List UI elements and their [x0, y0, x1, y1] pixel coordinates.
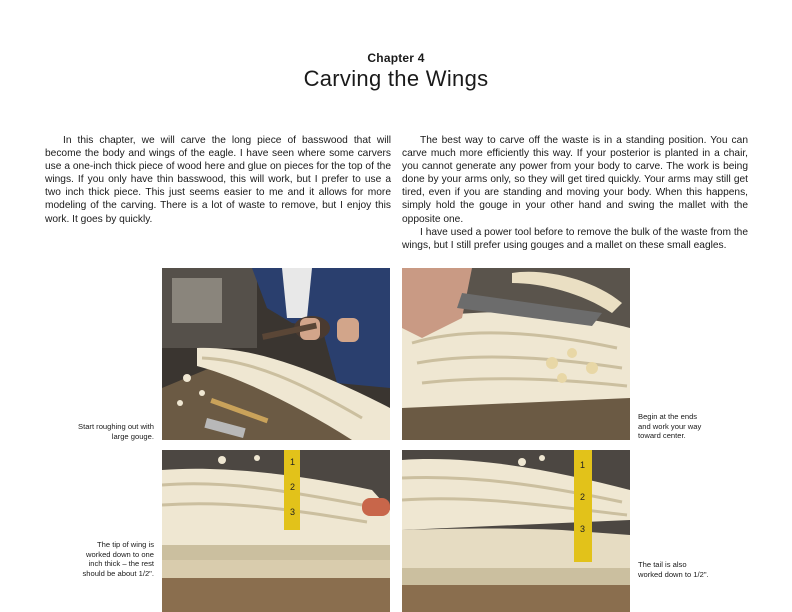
photo-wing-tip-ruler: [162, 450, 390, 612]
ruler-mark: 2: [580, 492, 586, 502]
ruler-mark: 1: [290, 457, 296, 467]
paragraph: In this chapter, we will carve the long piece of basswood that will become the body and wings of the eagle. I have seen where some carvers use a one-inch thick piece of wood here and glue on pieces for the top of the wings. If you only have thin basswood, this will work, but I prefer to use a two inch thick piece. This just seems easier to me and it allows for more modeling of the carving. There is a lot of waste to remove, but I enjoy this work. It goes by quickly.: [45, 135, 391, 225]
caption-line: Start roughing out with: [78, 422, 154, 431]
paragraph: The best way to carve off the waste is in a standing position. You can carve much more efficiently this way. If your posterior is planted in a chair, you cannot generate any power from your body to carve. The work is being done by your arms only, so they will get tired quickly. Your arms may still get tired, even if you are standing and moving your body. When this happens, simply hold the gouge in your other hand and swing the mallet with the opposite one.: [402, 135, 748, 225]
caption-line: large gouge.: [111, 431, 154, 441]
ruler-mark: 3: [290, 507, 296, 517]
paragraph: I have used a power tool before to remove the bulk of the waste from the wings, but I still prefer using gouges and a mallet on these small eagles.: [402, 226, 748, 251]
caption-line: worked down to one: [86, 549, 154, 559]
photo-roughing-out: [162, 268, 390, 440]
photo-begin-at-ends: [402, 268, 630, 440]
chapter-label: Chapter 4: [367, 51, 425, 65]
caption-roughing-out: [20, 422, 154, 441]
ruler-mark: 3: [580, 524, 586, 534]
caption-line: The tail is also: [638, 560, 687, 569]
caption-line: toward center.: [638, 431, 686, 441]
caption-line: Begin at the ends: [638, 412, 698, 421]
caption-tail: [638, 560, 758, 579]
caption-line: The tip of wing is: [97, 540, 154, 549]
caption-line: worked down to 1/2".: [638, 569, 709, 579]
ruler-mark: 1: [580, 460, 586, 470]
caption-wing-tip: [20, 540, 154, 578]
caption-line: inch thick – the rest: [88, 559, 154, 569]
photo-tail-ruler: [402, 450, 630, 612]
right-text-column: [402, 134, 748, 252]
left-text-column: [45, 134, 391, 226]
ruler-mark: 2: [290, 482, 296, 492]
caption-line: should be about 1/2".: [82, 568, 154, 578]
chapter-title: Carving the Wings: [303, 66, 489, 91]
caption-line: and work your way: [638, 421, 702, 431]
caption-begin-at-ends: [638, 412, 758, 441]
